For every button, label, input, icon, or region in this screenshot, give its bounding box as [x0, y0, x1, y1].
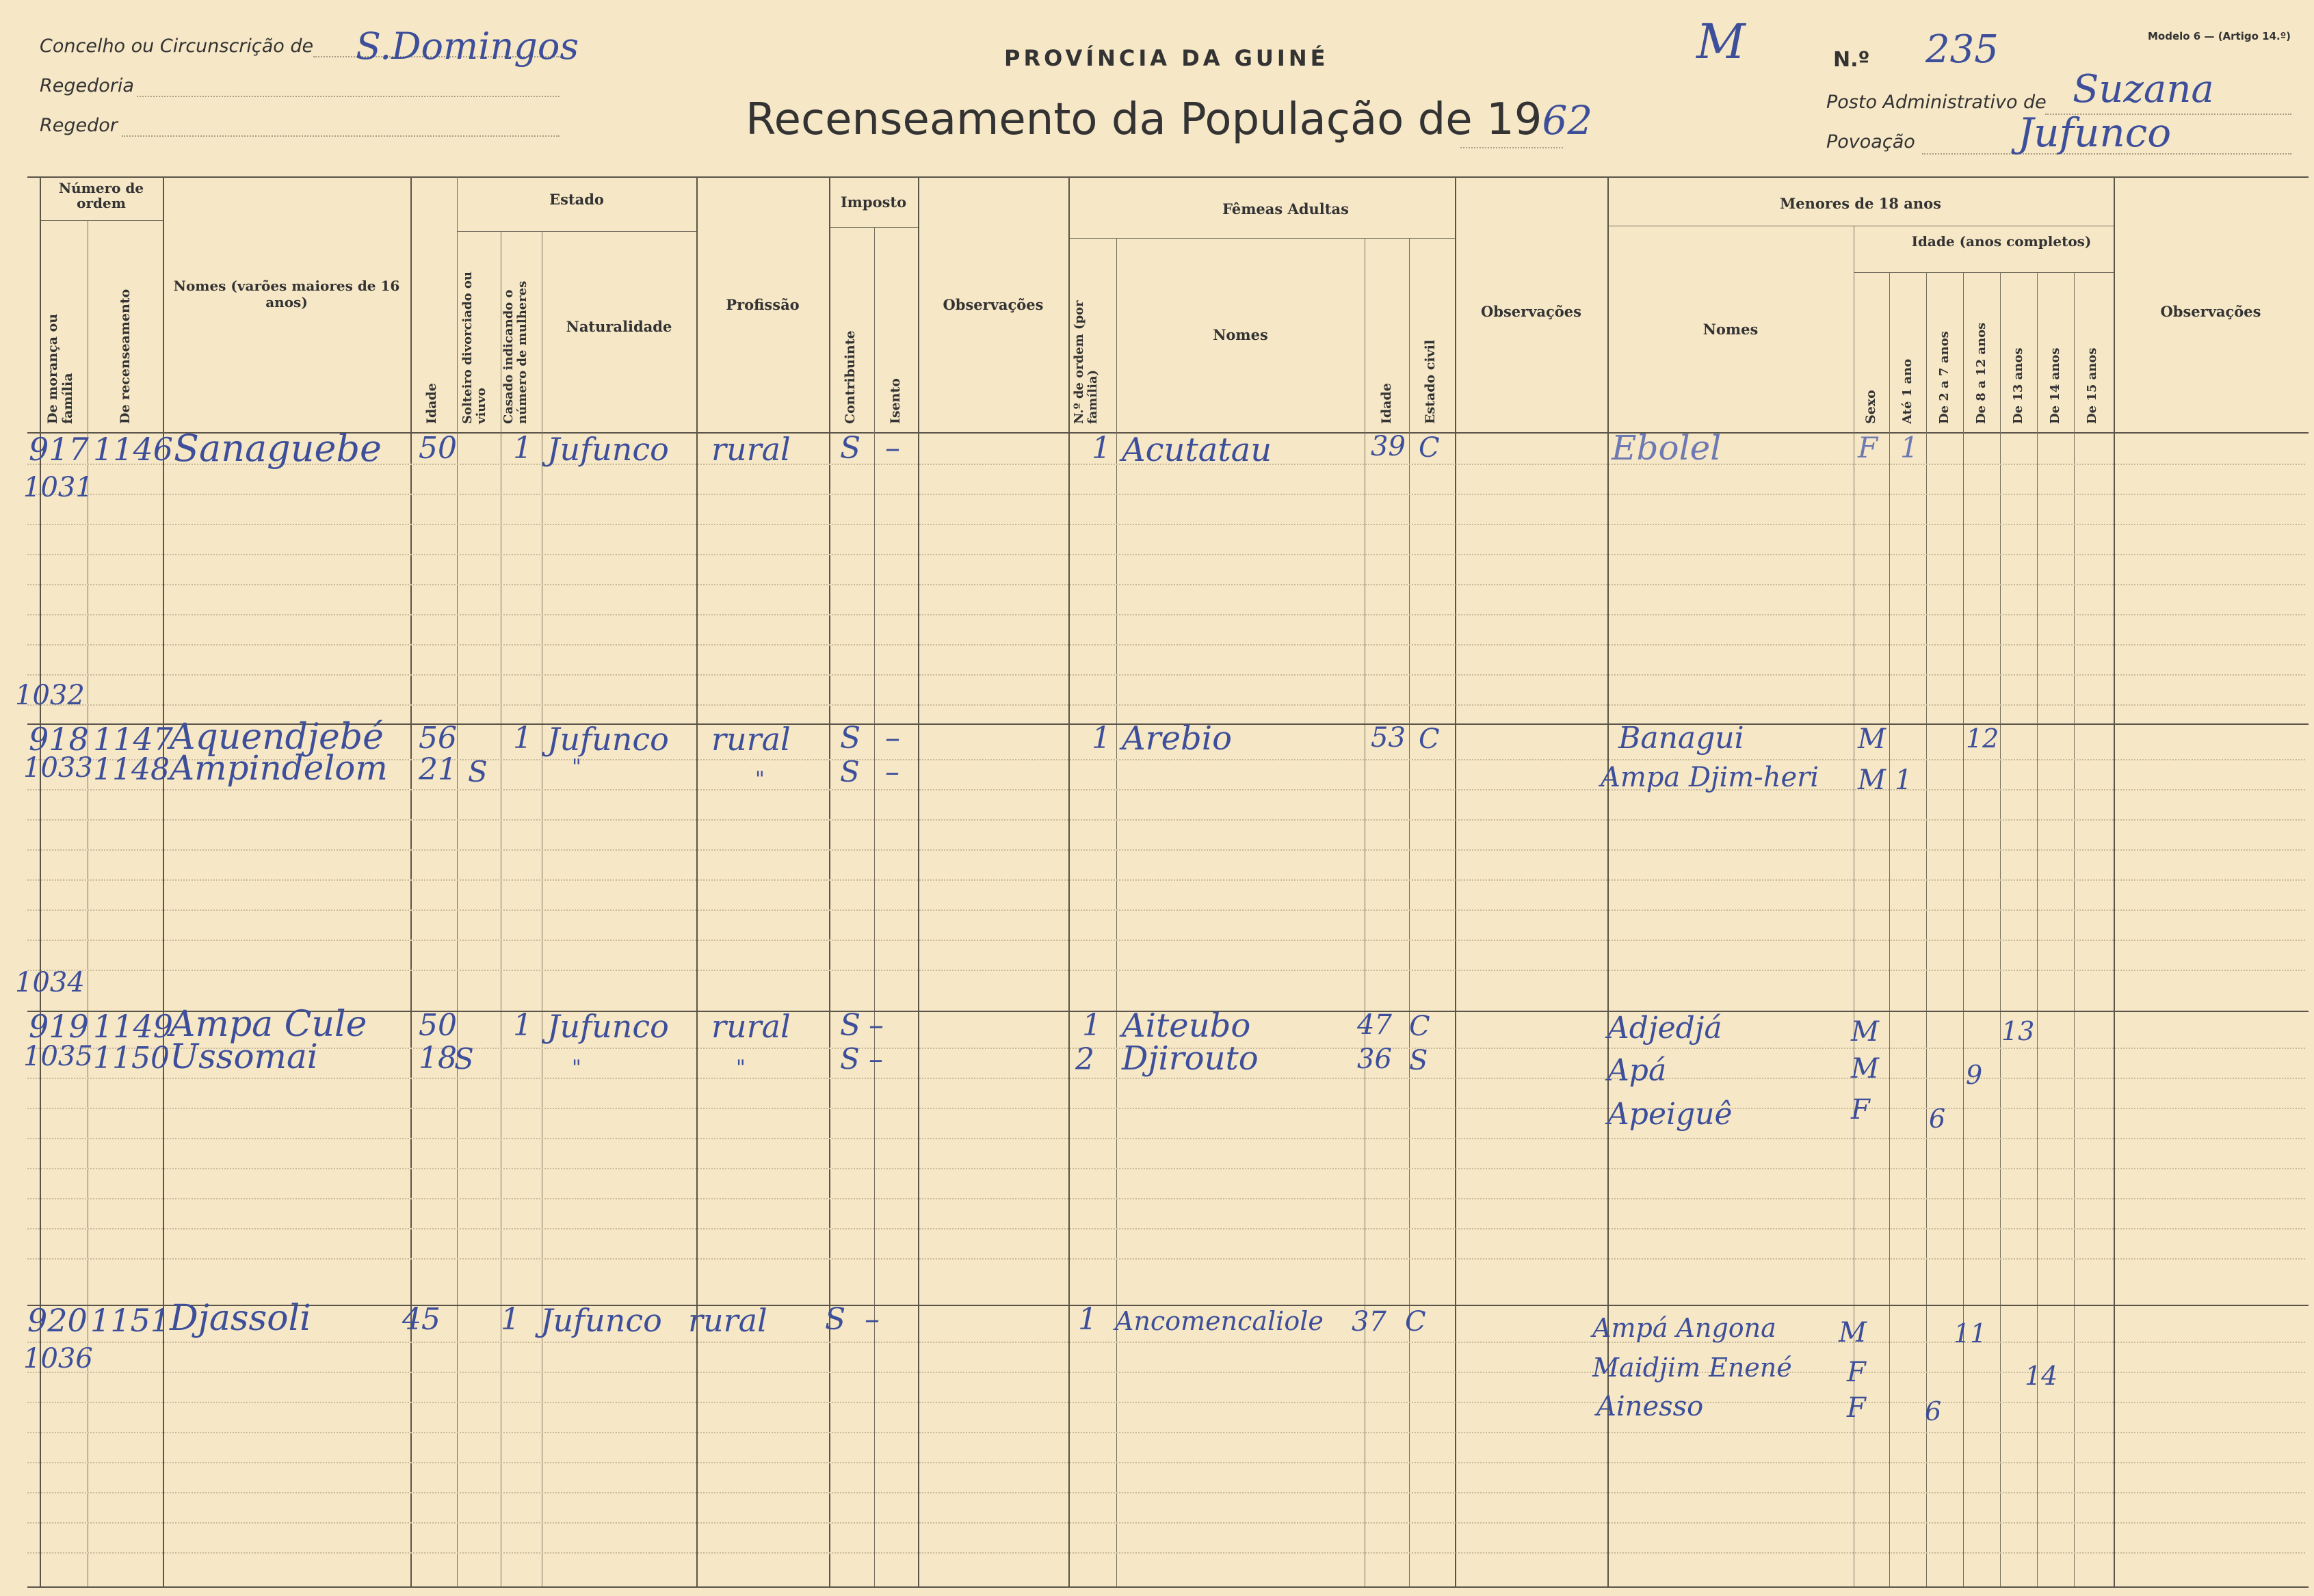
hdr-2-a-7: De 2 a 7 anos: [1937, 331, 1951, 424]
number-value: 235: [1925, 27, 1999, 72]
hdr-femeas-nomes: Nomes: [1213, 326, 1268, 343]
female-order: 1: [1092, 431, 1111, 466]
col-line-10: [874, 227, 875, 1586]
contribuinte-2: S: [840, 1042, 860, 1076]
contribuinte: S: [840, 431, 861, 466]
hdr-profissao: Profissão: [726, 296, 800, 313]
isento: –: [869, 1008, 884, 1043]
minor-sex-3: F: [1851, 1094, 1870, 1126]
col-line-15: [1409, 238, 1410, 1586]
rule-line: [27, 1462, 2305, 1463]
isento: –: [865, 1302, 880, 1337]
minor-name-3: Apeiguê: [1607, 1097, 1733, 1132]
rule-line: [27, 584, 2305, 585]
wives-count: 1: [513, 431, 532, 466]
minor-name-2: Apá: [1607, 1053, 1667, 1088]
recens-no: 1151: [90, 1302, 171, 1339]
minor-age-2-7-3: 6: [1929, 1104, 1946, 1134]
rule-line: [27, 879, 2305, 881]
hdr-observacoes-2: Observações: [1480, 303, 1581, 320]
hdr-femeas-idade: Idade: [1379, 383, 1394, 424]
minor-sex-3: F: [1847, 1392, 1866, 1424]
profissao: rural: [711, 431, 791, 468]
solteiro-mark-2: S: [454, 1042, 474, 1076]
col-line-8: [696, 176, 698, 1586]
mark-m: M: [1696, 14, 1746, 70]
profissao: rural: [711, 721, 791, 758]
hdr-menores: Menores de 18 anos: [1779, 195, 1942, 212]
ditto-naturalidade: ": [572, 755, 581, 779]
rule-line: [27, 1522, 2305, 1524]
moranca-no: 917: [29, 431, 89, 468]
hdr-imposto: Imposto: [840, 194, 907, 211]
hdr-isento: Isento: [888, 378, 903, 424]
recens-no-2: 1150: [93, 1041, 170, 1076]
male-name-2: Ussomai: [170, 1037, 318, 1076]
grp-line-idade: [1854, 272, 2114, 273]
col-line-9: [829, 176, 830, 1586]
minor-sex: M: [1851, 1016, 1879, 1048]
table-top-border: [27, 176, 2309, 178]
povoacao-value: Jufunco: [2018, 109, 2172, 156]
profissao: rural: [688, 1302, 767, 1339]
col-line-24: [2074, 272, 2075, 1586]
naturalidade: Jufunco: [540, 1302, 662, 1339]
wives-count: 1: [513, 1008, 532, 1043]
contribuinte: S: [840, 1008, 861, 1043]
rule-line: [27, 674, 2305, 676]
minor-name-2: Maidjim Enené: [1592, 1353, 1792, 1383]
minor-name: Ampá Angona: [1592, 1313, 1776, 1343]
isento-2: –: [885, 755, 899, 788]
hdr-ate-1: Até 1 ano: [1900, 358, 1915, 424]
moranca-alt-no: 1036: [23, 1343, 93, 1374]
minor-age-13: 13: [2001, 1016, 2035, 1046]
col-line-21: [1963, 272, 1964, 1586]
rule-line: [27, 554, 2305, 555]
male-age: 50: [419, 431, 457, 466]
female-age: 37: [1352, 1306, 1386, 1338]
rule-line: [27, 819, 2305, 821]
col-line-19: [1889, 272, 1890, 1586]
recens-no-2: 1148: [93, 752, 170, 787]
female-civil-state: C: [1409, 1011, 1430, 1042]
female-order-2: 2: [1075, 1042, 1094, 1077]
minor-age-8-12: 11: [1954, 1318, 1987, 1348]
minor-name: Banagui: [1618, 721, 1744, 756]
naturalidade: Jufunco: [547, 721, 669, 758]
col-line-20: [1926, 272, 1927, 1586]
solteiro-mark-2: S: [468, 755, 488, 788]
minor-age-14-2: 14: [2025, 1361, 2058, 1391]
male-name: Djassoli: [170, 1298, 311, 1339]
regedor-line: [122, 135, 560, 137]
naturalidade: Jufunco: [547, 431, 669, 468]
female-civil-state: C: [1419, 432, 1440, 464]
hdr-8-a-12: De 8 a 12 anos: [1974, 322, 1988, 424]
title-year: 62: [1542, 97, 1593, 144]
recens-no: 1149: [93, 1008, 174, 1045]
hdr-estado-civil: Estado civil: [1423, 339, 1438, 424]
rule-line: [27, 524, 2305, 525]
minor-age-under-1: 1: [1900, 431, 1919, 464]
col-line-22: [2000, 272, 2001, 1586]
contribuinte: S: [825, 1302, 846, 1337]
rule-line: [27, 849, 2305, 851]
minor-name: Adjedjá: [1607, 1011, 1722, 1046]
rule-line: [27, 1138, 2305, 1139]
hdr-idade: Idade: [424, 383, 439, 424]
moranca-no: 920: [27, 1302, 88, 1339]
minor-age-8-12: 12: [1966, 723, 1999, 754]
posto-value: Suzana: [2073, 67, 2214, 111]
concelho-label: Concelho ou Circunscrição de: [40, 36, 314, 57]
col-line-1: [40, 176, 41, 1586]
female-order: 1: [1082, 1008, 1101, 1043]
male-age: 56: [419, 721, 457, 756]
male-name: Ampa Cule: [170, 1004, 367, 1045]
rule-line: [27, 494, 2305, 495]
minor-sex: M: [1839, 1317, 1867, 1348]
col-line-16: [1455, 176, 1456, 1586]
ditto-profissao: ": [736, 1056, 746, 1080]
naturalidade: Jufunco: [547, 1008, 669, 1045]
hdr-nomes-varoes: Nomes (varões maiores de 16 anos): [173, 278, 400, 310]
male-age: 45: [402, 1302, 441, 1337]
rule-line: [27, 1228, 2305, 1229]
concelho-value: S.Domingos: [356, 25, 579, 68]
female-order: 1: [1078, 1302, 1097, 1337]
male-age: 50: [419, 1008, 457, 1043]
col-line-11: [918, 176, 919, 1586]
regedoria-label: Regedoria: [40, 75, 134, 96]
hdr-numero-ordem: Número de ordem: [58, 180, 144, 211]
ditto-naturalidade: ": [572, 1056, 581, 1080]
wives-count: 1: [501, 1302, 520, 1337]
profissao: rural: [711, 1008, 791, 1045]
rule-line: [27, 1552, 2305, 1554]
regedoria-line: [137, 96, 560, 97]
col-line-4: [410, 176, 412, 1586]
year-line: [1460, 147, 1563, 148]
minor-age-2-7-3: 6: [1925, 1396, 1942, 1426]
hdr-solteiro: Solteiro divorciado ou viuvo: [460, 271, 488, 424]
moranca-no: 918: [29, 721, 89, 758]
female-age: 53: [1371, 722, 1406, 754]
col-line-12: [1068, 176, 1070, 1586]
rule-line: [27, 789, 2305, 790]
minor-age-under-1-2: 1: [1895, 764, 1912, 796]
minor-sex: M: [1858, 723, 1886, 755]
modelo-label: Modelo 6 — (Artigo 14.º): [2148, 30, 2291, 42]
pre-number: 1034: [15, 967, 85, 998]
female-name: Ancomencaliole: [1115, 1306, 1324, 1336]
minor-sex-2: M: [1851, 1053, 1879, 1085]
wives-count: 1: [513, 721, 532, 756]
rule-line: [27, 1432, 2305, 1433]
hdr-idade-completos: Idade (anos completos): [1911, 233, 2092, 250]
ditto-profissao: ": [755, 767, 765, 791]
male-name-2: Ampindelom: [170, 748, 388, 788]
rule-line: [27, 970, 2305, 971]
col-line-13: [1116, 238, 1117, 1586]
posto-label: Posto Administrativo de: [1826, 92, 2047, 113]
minor-sex-2: F: [1847, 1357, 1866, 1388]
moranca-no-2: 1035: [23, 1041, 93, 1072]
hdr-13: De 13 anos: [2011, 347, 2025, 424]
province-title: PROVÍNCIA DA GUINÉ: [1004, 45, 1329, 71]
hdr-no-ordem-familia: N.º de ordem (por família): [1072, 300, 1100, 424]
hdr-casado: Casado indicando o número de mulheres: [501, 280, 529, 424]
document-title: [746, 94, 1592, 145]
grp-line-imposto: [829, 227, 918, 228]
rule-line: [27, 1108, 2305, 1109]
female-age: 47: [1357, 1009, 1392, 1041]
rule-line: [27, 1078, 2305, 1079]
moranca-no: 919: [29, 1008, 89, 1045]
female-civil-state: C: [1419, 723, 1440, 755]
contribuinte: S: [840, 721, 861, 756]
minor-name: Ebolel: [1612, 428, 1722, 468]
moranca-no-2: 1033: [23, 752, 93, 784]
hdr-de-recenseamento: De recenseamento: [118, 289, 133, 424]
pre-number: 1032: [15, 680, 85, 711]
regedor-label: Regedor: [40, 115, 118, 136]
female-order: 1: [1092, 721, 1111, 756]
title-printed: Recenseamento da População de 19: [746, 94, 1542, 145]
minor-name-2: Ampa Djim-heri: [1601, 762, 1819, 793]
minor-name-3: Ainesso: [1596, 1391, 1704, 1422]
rule-line: [27, 704, 2305, 706]
rule-line: [27, 1492, 2305, 1493]
female-civil-state-2: S: [1409, 1045, 1428, 1076]
povoacao-label: Povoação: [1826, 131, 1915, 152]
isento: –: [885, 431, 900, 466]
hdr-de-moranca: De morança ou família: [45, 313, 75, 424]
female-name: Acutatau: [1122, 431, 1272, 469]
recens-no: 1146: [93, 431, 174, 468]
number-label: N.º: [1833, 48, 1870, 72]
rule-line: [27, 1258, 2305, 1260]
grp-line-estado: [457, 231, 696, 232]
recens-no: 1147: [93, 721, 174, 758]
hdr-15: De 15 anos: [2085, 347, 2099, 424]
female-name: Arebio: [1122, 719, 1232, 758]
grp-line-femeas: [1068, 238, 1455, 239]
minor-sex-2: M: [1858, 764, 1886, 796]
minor-sex: F: [1858, 431, 1878, 464]
col-line-5: [457, 176, 458, 1586]
col-line-25: [2114, 176, 2115, 1586]
rule-line: [27, 1198, 2305, 1199]
grp-line-numero: [40, 220, 163, 221]
hdr-menores-nomes: Nomes: [1702, 321, 1759, 338]
hdr-observacoes-3: Observações: [2160, 303, 2261, 320]
rule-line: [27, 644, 2305, 646]
hdr-femeas: Fêmeas Adultas: [1222, 200, 1349, 217]
rule-line: [27, 1372, 2305, 1373]
male-age-2: 21: [419, 752, 457, 787]
male-name: Sanaguebe: [174, 427, 382, 470]
hdr-observacoes-1: Observações: [943, 296, 1044, 313]
female-age-2: 36: [1357, 1043, 1392, 1075]
rule-line: [27, 1402, 2305, 1403]
female-age: 39: [1371, 431, 1406, 462]
hdr-estado: Estado: [549, 191, 604, 208]
rule-line: [27, 1168, 2305, 1169]
col-line-3: [163, 176, 164, 1586]
hdr-sexo: Sexo: [1863, 390, 1878, 424]
hdr-contribuinte: Contribuinte: [843, 330, 858, 424]
isento: –: [885, 721, 900, 756]
hdr-naturalidade: Naturalidade: [566, 318, 672, 335]
contribuinte-2: S: [840, 755, 860, 788]
hdr-14: De 14 anos: [2048, 347, 2062, 424]
moranca-alt-no: 1031: [23, 472, 93, 503]
table-bottom-border: [27, 1586, 2309, 1588]
rule-line: [27, 909, 2305, 911]
male-age-2: 18: [419, 1041, 457, 1076]
rule-line: [27, 614, 2305, 615]
rule-line: [27, 940, 2305, 941]
isento-2: –: [869, 1042, 883, 1076]
minor-age-8-12-2: 9: [1966, 1060, 1983, 1090]
male-name: Aquendjebé: [170, 717, 384, 758]
female-civil-state: C: [1405, 1306, 1426, 1338]
female-name: Aiteubo: [1122, 1007, 1251, 1045]
female-name-2: Djirouto: [1122, 1039, 1259, 1078]
